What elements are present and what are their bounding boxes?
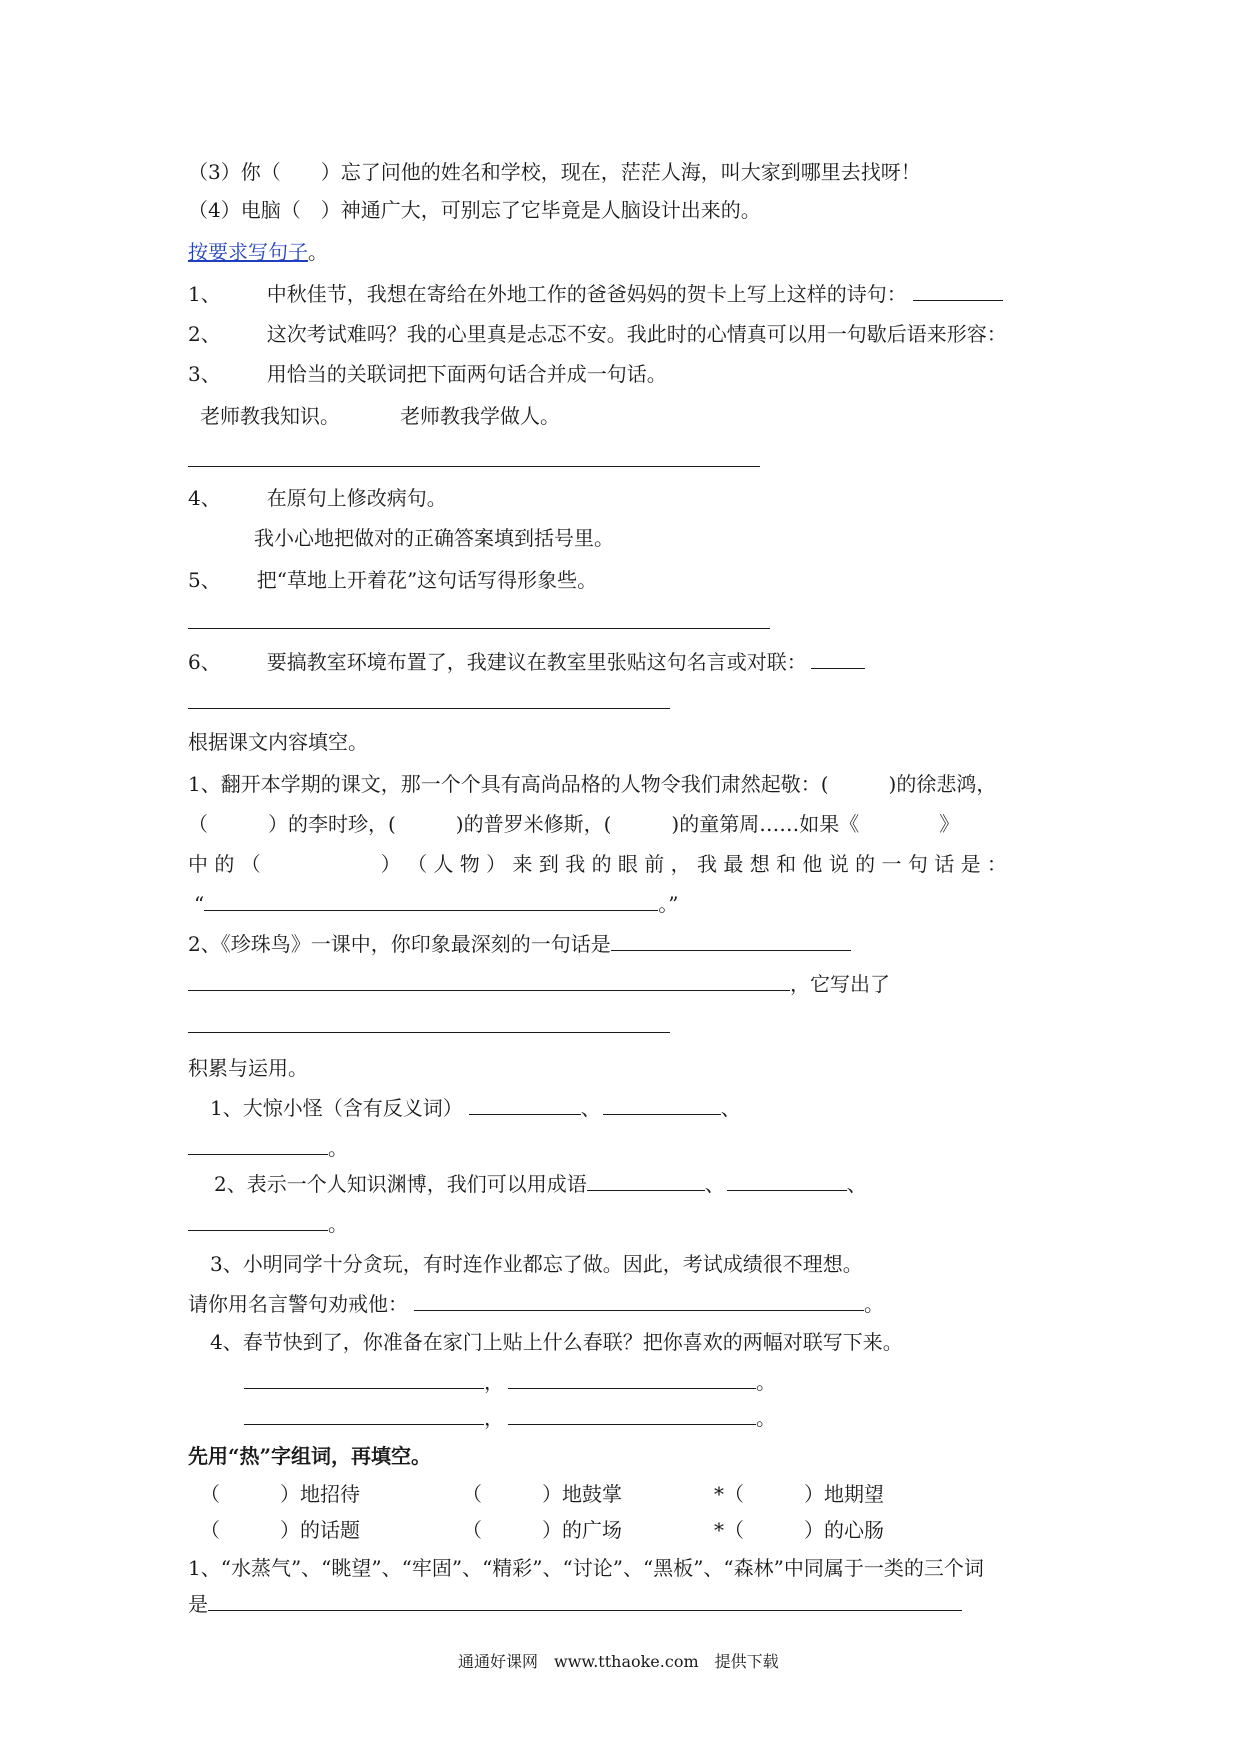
acc-2: [214, 1172, 867, 1196]
acc-2-blank-b[interactable]: [727, 1172, 847, 1191]
acc-1-blank-b[interactable]: [603, 1096, 721, 1115]
acc-2-text: 2、表示一个人知识渊博，我们可以用成语: [214, 1172, 587, 1196]
item-3: （3）你（ ）忘了问他的姓名和学校，现在，茫茫人海，叫大家到哪里去找呀！: [188, 160, 921, 184]
last-question-line-b: [188, 1592, 962, 1616]
sep: ，: [484, 1370, 504, 1394]
sep: 、: [580, 1096, 601, 1120]
write-4-sentence[interactable]: 我小心地把做对的正确答案填到括号里。: [254, 526, 614, 550]
couplet-2-lower[interactable]: [508, 1406, 756, 1425]
hot-1a[interactable]: （ ）地招待: [200, 1482, 360, 1506]
end: 。: [756, 1370, 776, 1394]
fill-2-blank-a[interactable]: [611, 932, 851, 951]
item-4: （4）电脑（ ）神通广大，可别忘了它毕竟是人脑设计出来的。: [188, 198, 761, 222]
write-3-answer-line[interactable]: [188, 466, 760, 467]
write-1: [188, 282, 1003, 306]
end: 。: [328, 1136, 348, 1160]
write-5-answer-line[interactable]: [188, 628, 770, 629]
end: 。: [756, 1406, 776, 1430]
write-5: [188, 568, 597, 592]
acc-2-blank-a[interactable]: [587, 1172, 705, 1191]
write-3: [188, 362, 667, 386]
write-3-sentence-b: 老师教我学做人。: [400, 404, 560, 428]
fill-2-tail: ，它写出了: [790, 972, 890, 996]
write-3-number: 3、: [188, 362, 221, 386]
write-2-text: 这次考试难吗？我的心里真是忐忑不安。我此时的心情真可以用一句歇后语来形容：: [266, 322, 1007, 346]
acc-4: 4、春节快到了，你准备在家门上贴上什么春联？把你喜欢的两幅对联写下来。: [210, 1330, 903, 1354]
hot-row-1: [200, 1482, 884, 1506]
write-1-blank[interactable]: [913, 282, 1003, 301]
section-fill-title: 根据课文内容填空。: [188, 730, 368, 754]
write-6-text: 要搞教室环境布置了，我建议在教室里张贴这句名言或对联：: [266, 650, 807, 674]
acc-1-blank-a[interactable]: [469, 1096, 581, 1115]
write-1-text: 中秋佳节，我想在寄给在外地工作的爸爸妈妈的贺卡上写上这样的诗句：: [266, 282, 907, 306]
fill-1-line-a: 1、翻开本学期的课文，那一个个具有高尚品格的人物令我们肃然起敬：( )的徐悲鸿，: [188, 772, 997, 796]
fill-2-answer-line[interactable]: [188, 1032, 670, 1033]
section-hot-title: 先用“热”字组词，再填空。: [188, 1444, 432, 1468]
acc-4-couplet-2: [244, 1406, 776, 1430]
period: 。: [308, 240, 328, 264]
hot-2a[interactable]: （ ）的话题: [200, 1518, 360, 1542]
fill-2-line-a: [188, 932, 851, 956]
fill-1-line-c: 中 的 （ ） （ 人 物 ） 来 到 我 的 眼 前 ， 我 最 想 和 他 说 的 一 句 话 是 ：: [188, 852, 1007, 876]
write-6-answer-line[interactable]: [188, 708, 670, 709]
fill-1-line-d: [194, 892, 678, 916]
write-5-text: 把“草地上开着花”这句话写得形象些。: [256, 568, 598, 592]
fill-1-line-b: （ ）的李时珍，( )的普罗米修斯，( )的童第周……如果《 》: [188, 812, 960, 836]
open-quote: “: [194, 892, 205, 916]
write-3-sentence-a: 老师教我知识。: [200, 404, 340, 428]
fill-2-text: 2、《珍珠鸟》一课中，你印象最深刻的一句话是: [188, 932, 611, 956]
section-write-title: [188, 240, 328, 264]
hot-1b[interactable]: （ ）地鼓掌: [462, 1482, 622, 1506]
sep: ，: [484, 1406, 504, 1430]
end: 。: [328, 1212, 348, 1236]
couplet-1-lower[interactable]: [508, 1370, 756, 1389]
write-3-sentences: [200, 404, 560, 428]
fill-1-quote-blank[interactable]: [204, 892, 658, 911]
write-6: [188, 650, 865, 674]
fill-2-line-b: [188, 972, 890, 996]
acc-2-cont: [188, 1212, 348, 1236]
acc-1-blank-c[interactable]: [188, 1136, 328, 1155]
sep: 、: [720, 1096, 741, 1120]
write-4-number: 4、: [188, 486, 221, 510]
acc-1-cont: [188, 1136, 348, 1160]
acc-3-line-b: [188, 1292, 884, 1316]
write-1-number: 1、: [188, 282, 221, 306]
acc-2-blank-c[interactable]: [188, 1212, 328, 1231]
page-footer: 通通好课网 www.tthaoke.com 提供下载: [458, 1652, 779, 1671]
hot-row-2: [200, 1518, 884, 1542]
write-5-number: 5、: [188, 568, 221, 592]
couplet-2-upper[interactable]: [244, 1406, 484, 1425]
hot-2c[interactable]: *（ ）的心肠: [714, 1518, 884, 1542]
acc-1-text: 1、大惊小怪（含有反义词）: [210, 1096, 463, 1120]
write-6-number: 6、: [188, 650, 221, 674]
acc-3-blank[interactable]: [414, 1292, 864, 1311]
last-question-line-a: 1、“水蒸气”、“眺望”、“牢固”、“精彩”、“讨论”、“黑板”、“森林”中同属于一类的三个词: [188, 1556, 984, 1580]
section-acc-title: 积累与运用。: [188, 1056, 308, 1080]
write-4: [188, 486, 447, 510]
write-4-text: 在原句上修改病句。: [266, 486, 447, 510]
acc-1: [210, 1096, 741, 1120]
acc-3-line-a: 3、小明同学十分贪玩，有时连作业都忘了做。因此，考试成绩很不理想。: [210, 1252, 863, 1276]
hot-1c[interactable]: *（ ）地期望: [714, 1482, 884, 1506]
sep: 、: [846, 1172, 867, 1196]
fill-2-blank-b[interactable]: [188, 972, 790, 991]
sep: 、: [704, 1172, 725, 1196]
hot-2b[interactable]: （ ）的广场: [462, 1518, 622, 1542]
acc-3-text: 请你用名言警句劝戒他：: [188, 1292, 408, 1316]
end: 。: [864, 1292, 884, 1316]
write-6-blank[interactable]: [811, 650, 865, 669]
couplet-1-upper[interactable]: [244, 1370, 484, 1389]
close-quote: 。”: [658, 892, 679, 916]
last-question-text: 是: [188, 1592, 208, 1616]
write-2-number: 2、: [188, 322, 221, 346]
write-3-text: 用恰当的关联词把下面两句话合并成一句话。: [266, 362, 667, 386]
section-write-link[interactable]: 按要求写句子: [188, 240, 308, 264]
last-question-blank[interactable]: [208, 1592, 962, 1611]
acc-4-couplet-1: [244, 1370, 776, 1394]
write-2: [188, 322, 1007, 346]
